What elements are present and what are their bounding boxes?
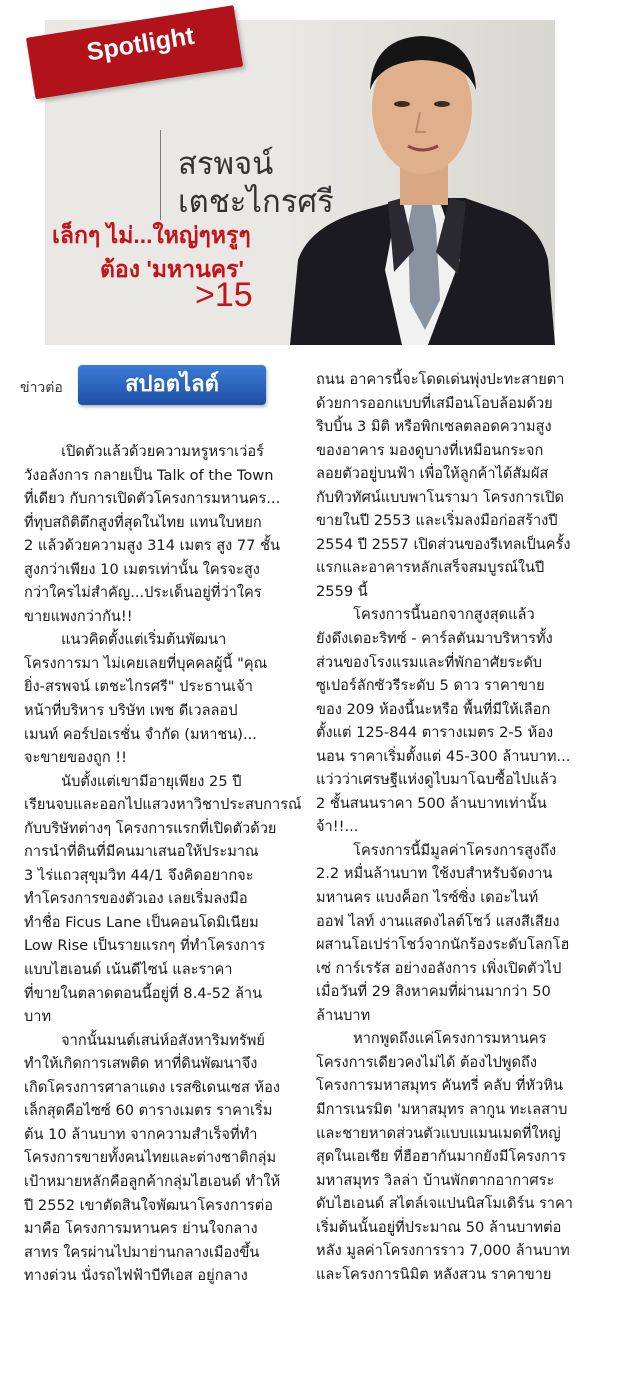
article-line: ผสานโอเปร่าโชว์จากนักร้องระดับโลกโฮ	[316, 936, 570, 954]
article-line: ที่ขายในตลาดตอนนี้อยู่ที่ 8.4-52 ล้าน	[24, 984, 263, 1002]
person-first-name: สรพจน์	[178, 146, 274, 181]
article-line: 2.2 หมื่นล้านบาท ใช้งบสำหรับจัดงาน	[316, 865, 553, 883]
article-line: แนวคิดตั้งแต่เริ่มต้นพัฒนา	[24, 631, 227, 649]
article-line: มาคือ โครงการมหานคร ย่านใจกลาง	[24, 1220, 258, 1238]
article-line: มหาสมุทร วิลล่า บ้านพักตากอากาศระ	[316, 1171, 555, 1189]
article-line: มีการเนรมิต 'มหาสมุทร ลากูน ทะเลสาบ	[316, 1100, 568, 1118]
article-line: กับบริษัทต่างๆ โครงการแรกที่เปิดตัวด้วย	[24, 819, 277, 837]
article-line: จะขายของถูก !!	[24, 749, 127, 767]
article-line: เรียนจบและออกไปแสวงหาวิชาประสบการณ์	[24, 796, 302, 814]
article-line: ทำชื่อ Ficus Lane เป็นคอนโดมิเนียม	[24, 913, 259, 931]
article-line: ปี 2552 เขาตัดสินใจพัฒนาโครงการต่อ	[24, 1196, 274, 1214]
section-header	[18, 365, 268, 407]
article-line: โครงการขายทั้งคนไทยและต่างชาติกลุ่ม	[24, 1149, 277, 1167]
article-line: โครงการเดียวคงไม่ได้ ต้องไปพูดถึง	[316, 1053, 537, 1071]
person-last-name: เตชะไกรศรี	[178, 184, 334, 219]
article-line: ด้วยการออกแบบที่เสมือนโอบล้อมด้วย	[316, 394, 553, 412]
article-column-right	[316, 368, 612, 1286]
article-line: 3 ไร่แถวสุขุมวิท 44/1 จึงคิดอยากจะ	[24, 866, 254, 884]
article-line: โครงการนี้นอกจากสูงสุดแล้ว	[316, 606, 535, 624]
article-line: จ้า!!...	[316, 818, 359, 836]
article-line: ซูเปอร์ลักซัวรีระดับ 5 ดาว ราคาขาย	[316, 677, 545, 695]
article-line: แว่วว่าเศรษฐีแห่งดูไบมาโฉบซื้อไปแล้ว	[316, 771, 557, 789]
article-line: ยิ่ง-สรพจน์ เตชะไกรศรี" ประธานเจ้า	[24, 678, 253, 696]
article-line: มหานคร แบงค็อก ไรซ์ซิ่ง เดอะไนท์	[316, 889, 539, 907]
article-line: โครงการมหาสมุทร คันทรี่ คลับ ที่หัวหิน	[316, 1077, 563, 1095]
article-line: วังอลังการ กลายเป็น Talk of the Town	[24, 466, 274, 484]
article-line: สาทร ใครผ่านไปมาย่านกลางเมืองขึ้น	[24, 1243, 260, 1261]
article-line: 2554 ปี 2557 เปิดส่วนของรีเทลเป็นครั้ง	[316, 535, 571, 553]
article-line: ของ 209 ห้องนี้นะหรือ พื้นที่มีให้เลือก	[316, 700, 551, 718]
article-line: ต้น 10 ล้านบาท จากความสำเร็จที่ทำ	[24, 1125, 258, 1143]
article-line: แรกและอาคารหลักเสร็จสมบูรณ์ในปี	[316, 559, 545, 577]
article-line: เมนท์ คอร์ปอเรชั่น จำกัด (มหาชน)...	[24, 725, 257, 743]
article-line: Low Rise เป็นรายแรกๆ ที่ทำโครงการ	[24, 937, 266, 955]
article-line: 2559 นี้	[316, 582, 368, 600]
article-line: จากนั้นมนต์เสน่ห์อสังหาริมทรัพย์	[24, 1031, 265, 1049]
article-line: ทำโครงการของตัวเอง เลยเริ่มลงมือ	[24, 890, 248, 908]
article-line: ที่เดียว กับการเปิดตัวโครงการมหานคร...	[24, 490, 281, 508]
article-column-left	[24, 440, 302, 1288]
article-line: หากพูดถึงแค่โครงการมหานคร	[316, 1030, 547, 1048]
article-line: การนำที่ดินที่มีคนมาเสนอให้ประมาณ	[24, 843, 259, 861]
article-line: ขายในปี 2553 และเริ่มลงมือก่อสร้างปี	[316, 512, 558, 530]
article-line: เป้าหมายหลักคือลูกค้ากลุ่มไฮเอนด์ ทำให้	[24, 1172, 281, 1190]
article-line: ทำให้เกิดการเสพติด หาที่ดินพัฒนาจึง	[24, 1055, 258, 1073]
article-line: บาท	[24, 1008, 52, 1026]
article-line: สูงกว่าเพียง 10 เมตรเท่านั้น ใครจะสูง	[24, 560, 260, 578]
headline-line-1: เล็กๆ ไม่...ใหญ่ๆหรูๆ	[52, 222, 251, 248]
article-line: สุดในเอเชีย ที่ฮือฮากันมากยังมีโครงการ	[316, 1148, 566, 1166]
article-line: ยังดึงเดอะริทซ์ - คาร์ลตันมาบริหารทั้ง	[316, 630, 553, 648]
article-line: ลอยตัวอยู่บนฟ้า เพื่อให้ลูกค้าได้สัมผัส	[316, 465, 549, 483]
article-line: ของอาคาร มองดูบางที่เหมือนกระจก	[316, 441, 544, 459]
article-line: นับตั้งแต่เขามีอายุเพียง 25 ปี	[24, 772, 242, 790]
article-line: เซ่ การ์เรรัส อย่างอลังการ เพิ่งเปิดตัวไป	[316, 959, 562, 977]
article-line: ล้านบาท	[316, 1006, 371, 1024]
article-line: หลัง มูลค่าโครงการราว 7,000 ล้านบาท	[316, 1242, 570, 1260]
article-line: 2 แล้วด้วยความสูง 314 เมตร สูง 77 ชั้น	[24, 537, 280, 555]
headline-line-2: ต้อง 'มหานคร'	[100, 256, 245, 282]
article-line: หน้าที่บริหาร บริษัท เพช ดีเวลลอป	[24, 702, 238, 720]
article-line: และโครงการนิมิต หลังสวน ราคาขาย	[316, 1265, 552, 1283]
article-line: และชายหาดส่วนตัวแบบแมนเมดที่ใหญ่	[316, 1124, 561, 1142]
article-line: กับทิวทัศน์แบบพาโนรามา โครงการเปิด	[316, 488, 564, 506]
article-line: เกิดโครงการศาลาแดง เรสซิเดนเซส ห้อง	[24, 1078, 281, 1096]
article-line: ทางด่วน นั่งรถไฟฟ้าบีทีเอส อยู่กลาง	[24, 1267, 248, 1285]
section-prefix: ข่าวต่อ	[20, 380, 63, 396]
article-line: เริ่มต้นนั้นอยู่ที่ประมาณ 50 ล้านบาทต่อ	[316, 1218, 562, 1236]
article-line: 2 ชั้นสนนราคา 500 ล้านบาทเท่านั้น	[316, 794, 547, 812]
article-line: โครงการมา ไม่เคยเลยที่บุคคลผู้นี้ "คุณ	[24, 654, 268, 672]
page-reference: >15	[195, 276, 253, 314]
spotlight-tag: Spotlight	[84, 21, 197, 67]
article-line: นอน ราคาเริ่มตั้งแต่ 45-300 ล้านบาท...	[316, 747, 571, 765]
article-line: ที่ทุบสถิติตึกสูงที่สุดในไทย แทนใบหยก	[24, 513, 262, 531]
article-line: ตั้งแต่ 125-844 ตารางเมตร 2-5 ห้อง	[316, 724, 554, 742]
article-line: ดับไฮเอนด์ สไตล์เจแปนนิสโมเดิร์น ราคา	[316, 1195, 573, 1213]
article-line: ถนน อาคารนี้จะโดดเด่นพุ่งปะทะสายตา	[316, 371, 565, 388]
article-line: แบบไฮเอนด์ เน้นดีไซน์ และราคา	[24, 961, 233, 979]
article-line: ริบบิ้น 3 มิติ หรือพิกเซลตลอดความสูง	[316, 418, 552, 436]
article-line: ส่วนของโรงแรมและที่พักอาศัยระดับ	[316, 653, 543, 671]
article-line: ขายแพงกว่ากัน!!	[24, 607, 133, 625]
article-line: โครงการนี้มีมูลค่าโครงการสูงถึง	[316, 841, 557, 859]
article-line: ออฟ ไลท์ งานแสดงไลต์โชว์ แสงสีเสียง	[316, 912, 560, 930]
article-line: กว่าใครไม่สำคัญ...ประเด็นอยู่ที่ว่าใคร	[24, 584, 262, 602]
article-line: เล็กสุดคือไซซ์ 60 ตารางเมตร ราคาเริ่ม	[24, 1102, 273, 1120]
article-line: เมื่อวันที่ 29 สิงหาคมที่ผ่านมากว่า 50	[316, 983, 551, 1001]
section-badge: สปอตไลต์	[78, 365, 266, 405]
article-line: เปิดตัวแล้วด้วยความหรูหราเว่อร์	[24, 443, 264, 460]
banner-divider	[160, 130, 161, 220]
